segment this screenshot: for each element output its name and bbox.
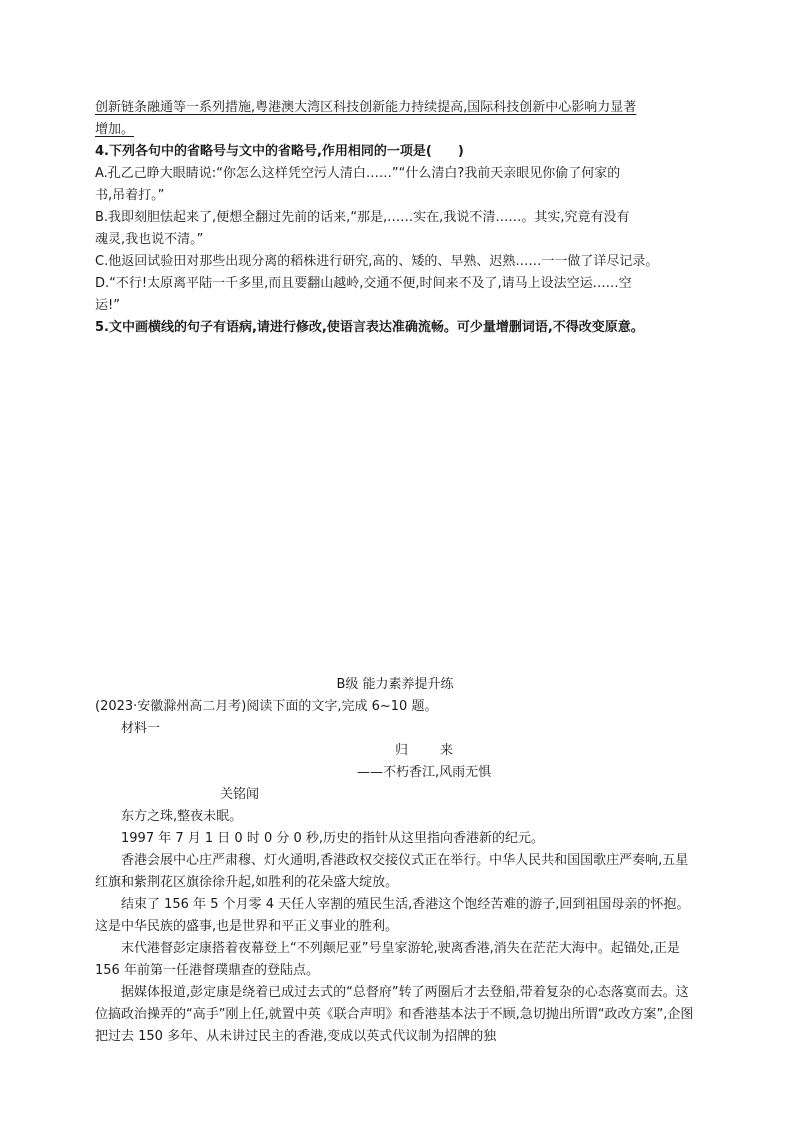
document-page	[95, 97, 695, 1044]
article-paragraph: 末代港督彭定康搭着夜幕登上“不列颠尼亚”号皇家游轮,驶离香港,消失在茫茫大海中。起锚处,正是 156 年前第一任港督璞鼎查的登陆点。	[95, 941, 680, 978]
question-4-stem: 4.下列各句中的省略号与文中的省略号,作用相同的一项是( )	[95, 144, 464, 159]
article-paragraph: 东方之珠,整夜未眠。	[121, 809, 243, 824]
option-d-line-2: 运!”	[95, 298, 120, 313]
option-b-line-1: B.我即刻胆怯起来了,便想全翻过先前的话来,“那是,……实在,我说不清……。其实,究竟有没有	[95, 210, 630, 225]
article-paragraph: 据媒体报道,彭定康是绕着已成过去式的“总督府”转了两圈后才去登船,带着复杂的心态落寞而去。这位搞政治操弄的“高手”刚上任,就置中英《联合声明》和香港基本法于不顾,急切抛出所谓“政改方案”,企图把过去 150 多年、从未讲过民主的香港,变成以英式代议制为招牌的独	[95, 985, 694, 1044]
question-5-stem: 5.文中画横线的句子有语病,请进行修改,使语言表达准确流畅。可少量增删词语,不得改变原意。	[95, 320, 644, 335]
section-b-heading: B级 能力素养提升练	[336, 677, 454, 692]
article-paragraph: 结束了 156 年 5 个月零 4 天任人宰割的殖民生活,香港这个饱经苦难的游子,回到祖国母亲的怀抱。这是中华民族的盛事,也是世界和平正义事业的胜利。	[95, 897, 690, 934]
option-b-line-2: 魂灵,我也说不清。”	[95, 232, 204, 247]
material-label: 材料一	[121, 721, 161, 736]
option-a-line-1: A.孔乙己睁大眼睛说:“你怎么这样凭空污人清白……”“什么清白?我前天亲眼见你偷了何家的	[95, 166, 621, 181]
article-subtitle: ——不朽香江,风雨无惧	[357, 765, 492, 780]
option-a-line-2: 书,吊着打。”	[95, 188, 165, 203]
reading-source: (2023·安徽滁州高二月考)阅读下面的文字,完成 6~10 题。	[95, 699, 438, 714]
underlined-sentence-line-1: 创新链条融通等一系列措施,粤港澳大湾区科技创新能力持续提高,国际科技创新中心影响力显著	[95, 100, 637, 115]
underlined-sentence-line-2: 增加。	[95, 122, 135, 137]
option-d-line-1: D.“不行!太原离平陆一千多里,而且要翻山越岭,交通不便,时间来不及了,请马上设法空运……空	[95, 276, 632, 291]
article-author: 关铭闻	[220, 787, 260, 802]
article-paragraph: 香港会展中心庄严肃穆、灯火通明,香港政权交接仪式正在举行。中华人民共和国国歌庄严奏响,五星红旗和紫荆花区旗徐徐升起,如胜利的花朵盛大绽放。	[95, 853, 689, 890]
section-b	[95, 674, 695, 1048]
option-c-line-1: C.他返回试验田对那些出现分离的稻株进行研究,高的、矮的、早熟、迟熟……一一做了详尽记录。	[95, 254, 659, 269]
article-title: 归 来	[395, 743, 456, 758]
article-paragraph: 1997 年 7 月 1 日 0 时 0 分 0 秒,历史的指针从这里指向香港新的纪元。	[121, 831, 545, 846]
